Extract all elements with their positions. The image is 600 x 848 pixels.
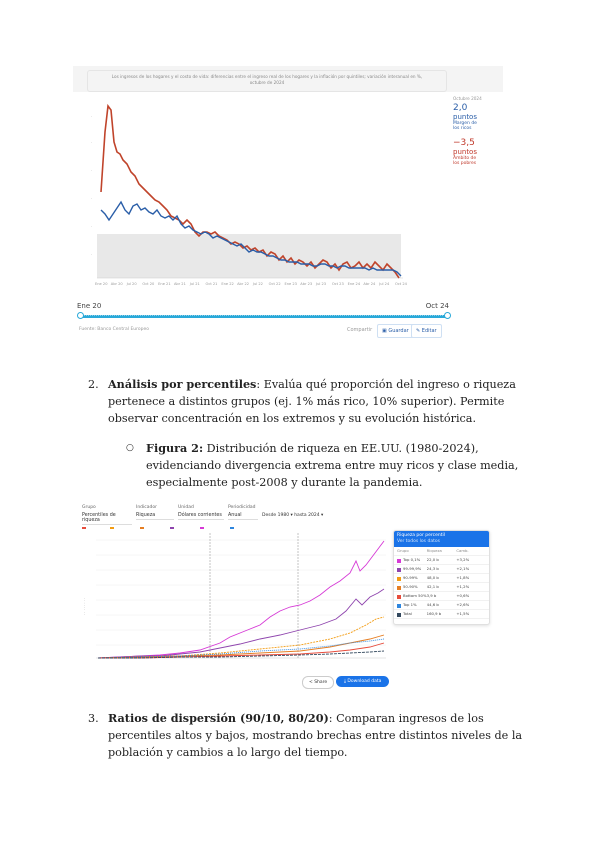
panel-title: Riqueza por percentil <box>397 533 446 538</box>
x-tick-label: Jul 20 <box>126 282 137 286</box>
series-color-swatch <box>397 568 401 572</box>
range-slider-end-handle[interactable] <box>444 312 451 319</box>
control-label: Periodicidad <box>228 505 256 510</box>
panel-row <box>394 610 489 619</box>
panel-row-change: +2,6% <box>456 602 470 607</box>
share-button[interactable]: < Share <box>302 676 334 689</box>
item-title: Análisis por percentiles <box>108 377 257 391</box>
caption-text: Distribución de riqueza en EE.UU. (1980-2024), evidenciando divergencia extrema entre muy ricos y clase media, especialmente post-2008 y durante la pandemia. <box>146 442 519 489</box>
x-tick-label: Ene 24 <box>347 282 361 286</box>
range-end-label: Oct 24 <box>425 302 449 310</box>
banner-line-2: octubre de 2024 <box>249 80 285 85</box>
x-tick-label: Abr 24 <box>363 282 376 286</box>
control-group[interactable] <box>82 505 132 525</box>
legend-swatch <box>140 527 144 529</box>
banner-line-1: Los ingresos de los hogares y el costo de vida: diferencias entre el ingreso real de los hogares y la inflación por quintiles; variación interanual en %, <box>111 74 423 79</box>
legend-strip <box>82 527 234 529</box>
figure-2-plot <box>80 525 392 673</box>
col-header: Grupo <box>397 548 409 553</box>
x-tick-label: Abr 22 <box>237 282 250 286</box>
save-icon: ▣ <box>382 328 389 334</box>
x-tick-label: Jul 23 <box>316 282 327 286</box>
panel-row-change: +2,1% <box>456 566 470 571</box>
panel-row-name <box>397 574 427 582</box>
caption-title: Figura 2: <box>146 441 204 455</box>
panel-subtitle[interactable]: Ver todos los datos <box>397 538 440 544</box>
list-number: 2. <box>88 378 99 391</box>
control-value: Desde 1980 ▾ hasta 2024 ▾ <box>262 513 324 518</box>
x-tick-label: Oct 24 <box>395 282 407 286</box>
item-text: : Evalúa qué proporción del ingreso o riqueza pertenece a distintos grupos (ej. 1% más rico, 10% superior). Permite observar concentración en los extremos y su evolución histórica. <box>108 378 516 425</box>
panel-row-value: 22,0 b <box>426 557 439 562</box>
panel-row <box>394 565 489 574</box>
x-tick-label: Ene 23 <box>284 282 297 286</box>
legend-swatch <box>170 527 174 529</box>
series-purple <box>98 589 384 658</box>
series-color-swatch <box>397 613 401 617</box>
panel-row <box>394 601 489 610</box>
y-tick: · <box>91 253 93 257</box>
figure-2-chart <box>80 505 510 690</box>
panel-row-value: 42,1 b <box>426 584 439 589</box>
red-desc-1: Ámbito de <box>453 156 477 161</box>
x-tick-label: Oct 22 <box>268 282 281 286</box>
series-orange <box>98 617 384 658</box>
panel-row-name <box>397 565 427 573</box>
control-indicator[interactable] <box>136 505 174 525</box>
x-tick-label: Oct 23 <box>331 282 344 286</box>
download-data-button[interactable]: ⤓ Download data <box>336 676 389 687</box>
share-button[interactable]: Compartir <box>343 324 376 336</box>
source-text: Fuente: Banco Central Europeo <box>79 327 150 332</box>
panel-row-name <box>397 610 427 618</box>
legend-swatch <box>200 527 204 529</box>
panel-row-label: 50-90% <box>403 584 418 589</box>
time-range-control <box>77 302 449 310</box>
series-color-swatch <box>397 559 401 563</box>
panel-row-name <box>397 592 427 600</box>
series-color-swatch <box>397 604 401 608</box>
range-slider-start-handle[interactable] <box>77 312 84 319</box>
panel-row-change: +3,2% <box>456 557 470 562</box>
figure-1-side-panel <box>453 96 503 166</box>
control-label: Grupo <box>82 505 96 510</box>
panel-row-label: Top 0,1% <box>403 557 421 562</box>
range-slider-track[interactable] <box>81 315 447 318</box>
panel-row-name <box>397 583 427 591</box>
data-panel <box>393 530 490 625</box>
control-unit[interactable] <box>178 505 224 525</box>
series-magenta <box>98 541 384 658</box>
control-label: Unidad <box>178 505 194 510</box>
panel-row-value: 44,6 b <box>426 602 439 607</box>
series-darkorange <box>98 635 384 658</box>
list-item-3 <box>88 710 528 761</box>
legend-swatch <box>110 527 114 529</box>
control-value: Riqueza <box>136 513 174 520</box>
edit-button[interactable] <box>411 324 442 338</box>
legend-swatch <box>82 527 86 529</box>
edit-button-label: Editar <box>421 328 437 334</box>
panel-row <box>394 592 489 601</box>
control-periodicity[interactable] <box>228 505 258 525</box>
figure-1-banner <box>87 70 447 92</box>
y-tick: · <box>91 141 93 145</box>
panel-column-header <box>394 547 489 556</box>
pencil-icon: ✎ <box>416 328 422 334</box>
panel-row-label: 99-99,9% <box>403 566 422 571</box>
panel-row-change: +1,2% <box>456 584 470 589</box>
x-tick-label: Abr 21 <box>173 282 186 286</box>
figure-1-plot <box>73 92 453 292</box>
x-tick-label: Abr 20 <box>110 282 123 286</box>
shaded-band <box>97 234 401 278</box>
y-tick: · <box>91 197 93 201</box>
y-tick: · <box>91 225 93 229</box>
series-color-swatch <box>397 586 401 590</box>
panel-row-label: Top 1% <box>403 602 417 607</box>
panel-row-value: 160,9 b <box>426 611 442 616</box>
item-title: Ratios de dispersión (90/10, 80/20) <box>108 711 329 725</box>
list-item-2 <box>88 376 528 427</box>
figure-1-chart <box>73 66 503 346</box>
panel-row <box>394 556 489 565</box>
red-unit: puntos <box>453 148 477 156</box>
control-value: Anual <box>228 513 258 520</box>
y-tick: · <box>91 115 93 119</box>
blue-desc-2: los ricos <box>453 126 472 131</box>
item-text: : Comparan ingresos de los percentiles altos y bajos, mostrando brechas entre distintos niveles de la población y cambios a lo largo del tiempo. <box>108 712 523 759</box>
x-tick-label: Jul 24 <box>379 282 390 286</box>
panel-row-name <box>397 556 427 564</box>
panel-header <box>394 531 489 547</box>
side-header: Octubre 2024 <box>453 96 482 101</box>
series-color-swatch <box>397 577 401 581</box>
panel-row-label: Bottom 50% <box>403 593 427 598</box>
x-tick-labels <box>95 282 408 286</box>
series-color-swatch <box>397 595 401 599</box>
list-number: 3. <box>88 712 99 725</box>
panel-row-change: +0,6% <box>456 593 470 598</box>
legend-swatch <box>230 527 234 529</box>
panel-row-name <box>397 601 427 609</box>
save-button[interactable] <box>377 324 414 338</box>
blue-desc-1: Margen de <box>453 121 477 126</box>
bullet: ○ <box>126 443 134 453</box>
x-tick-label: Ene 22 <box>221 282 234 286</box>
x-tick-label: Jul 22 <box>252 282 263 286</box>
save-button-label: Guardar <box>388 328 409 334</box>
x-tick-label: Oct 21 <box>205 282 218 286</box>
y-tick-labels <box>91 115 92 257</box>
control-label: Rango <box>262 505 277 510</box>
red-value: −3,5 <box>453 138 475 148</box>
x-tick-label: Ene 21 <box>158 282 171 286</box>
panel-row-label: 90-99% <box>403 575 418 580</box>
x-tick-label: Jul 21 <box>189 282 200 286</box>
red-desc-2: los pobres <box>453 161 477 166</box>
blue-value: 2,0 <box>453 103 468 113</box>
panel-row-change: +1,5% <box>456 611 470 616</box>
panel-row <box>394 574 489 583</box>
control-value: Percentiles de riqueza <box>82 513 132 525</box>
control-range[interactable] <box>262 505 342 525</box>
col-header: Riqueza <box>426 548 442 553</box>
figure-2-caption <box>126 440 526 491</box>
control-value: Dólares corrientes <box>178 513 224 520</box>
panel-row-value: 48,0 b <box>426 575 439 580</box>
x-tick-label: Ene 20 <box>95 282 108 286</box>
blue-unit: puntos <box>453 113 477 121</box>
panel-row-value: 24,3 b <box>426 566 439 571</box>
x-tick-label: Abr 23 <box>300 282 313 286</box>
grid-lines <box>96 540 386 658</box>
range-start-label: Ene 20 <box>77 302 102 310</box>
panel-row <box>394 583 489 592</box>
y-tick: · <box>91 169 93 173</box>
panel-row-value: 3,9 b <box>426 593 437 598</box>
panel-row-label: Total <box>403 611 412 616</box>
panel-row-change: +1,8% <box>456 575 470 580</box>
x-tick-label: Oct 20 <box>142 282 155 286</box>
col-header: Camb. <box>456 548 469 553</box>
control-label: Indicador <box>136 505 157 510</box>
y-axis-label: · · · · · · · · <box>83 597 87 615</box>
